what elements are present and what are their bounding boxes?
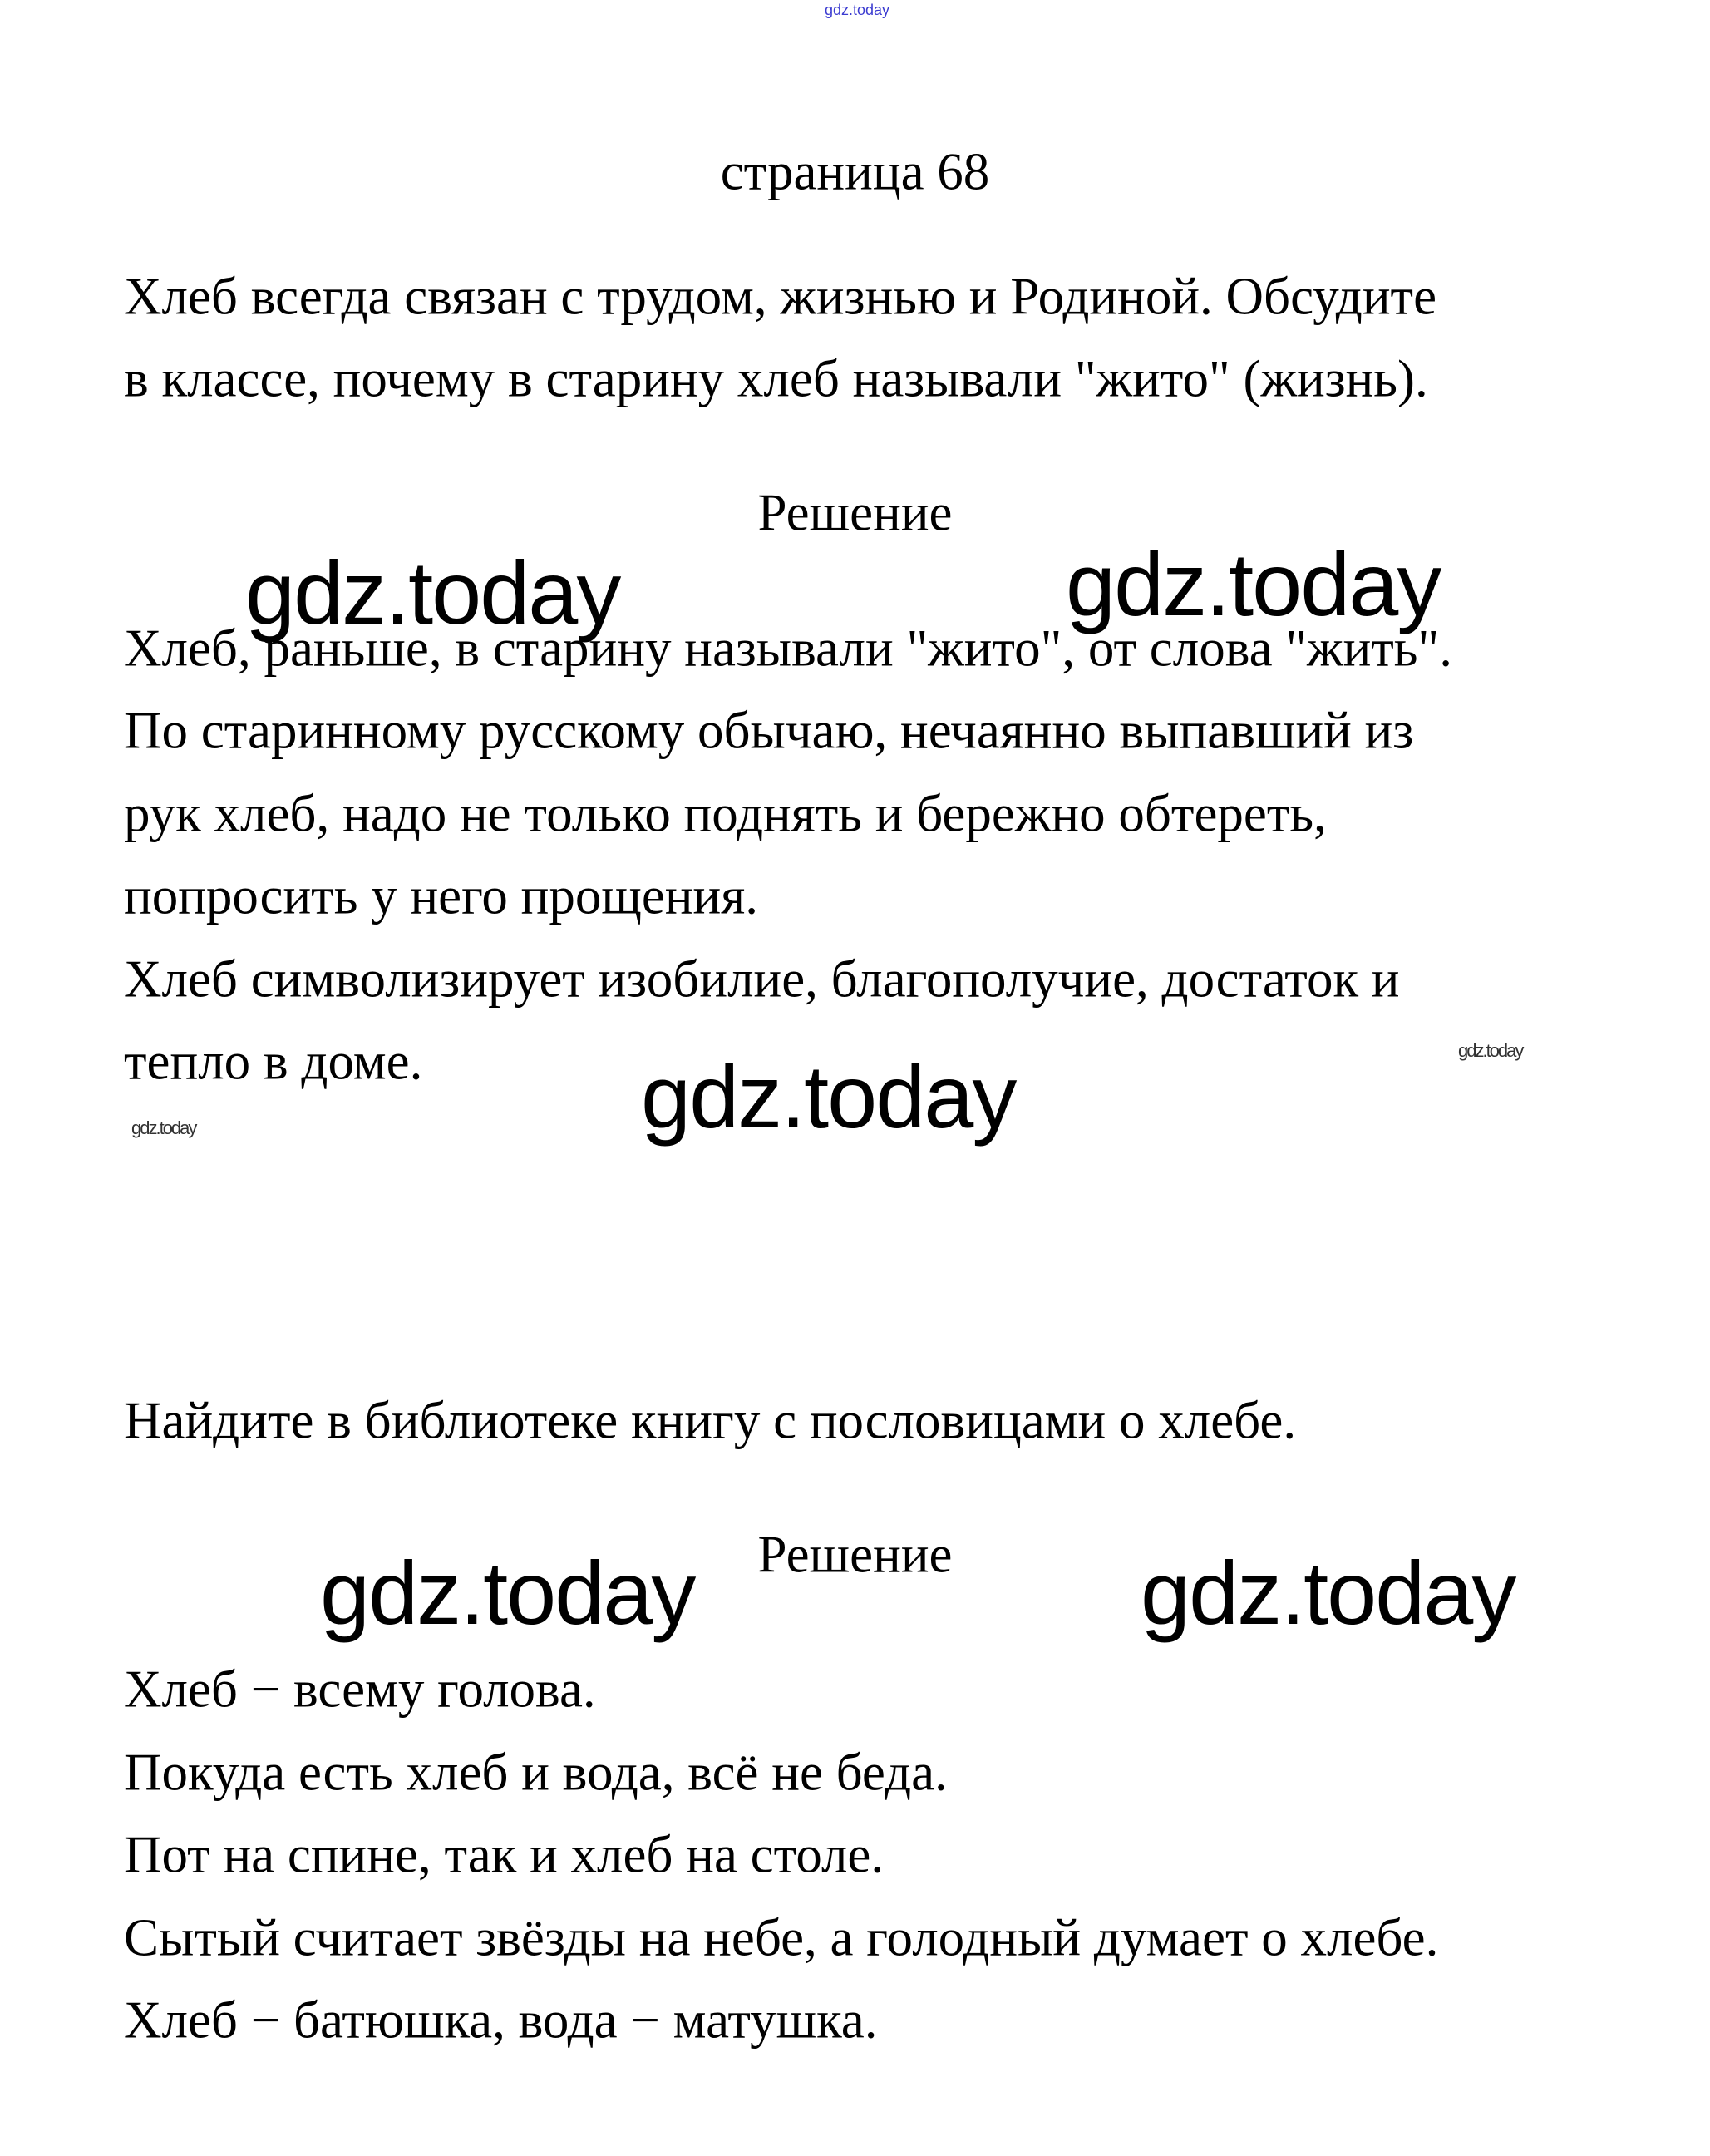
task2-solution-heading: Решение: [757, 1525, 953, 1584]
task2-proverb: Покуда есть хлеб и вода, всё не беда.: [124, 1743, 948, 1802]
watermark: gdz.today: [1141, 1542, 1515, 1643]
header-watermark: gdz.today: [825, 2, 890, 18]
page-title: страница 68: [720, 142, 990, 201]
task1-answer-line: Хлеб, раньше, в старину называли "жито", от слова "жить".: [124, 619, 1453, 678]
watermark-small: gdz.today: [131, 1117, 196, 1138]
watermark: gdz.today: [641, 1046, 1016, 1147]
task2-proverb: Хлеб − батюшка, вода − матушка.: [124, 1991, 878, 2050]
task1-question-line: Хлеб всегда связан с трудом, жизнью и Родиной. Обсудите: [124, 267, 1437, 326]
task1-answer-line: По старинному русскому обычаю, нечаянно выпавший из: [124, 701, 1414, 760]
watermark: gdz.today: [1066, 534, 1441, 634]
task1-question-line: в классе, почему в старину хлеб называли "жито" (жизнь).: [124, 349, 1428, 408]
task2-proverb: Сытый считает звёзды на небе, а голодный думает о хлебе.: [124, 1908, 1439, 1967]
task1-answer-line: Хлеб символизирует изобилие, благополучие, достаток и: [124, 950, 1400, 1009]
task1-answer-line: рук хлеб, надо не только поднять и бережно обтереть,: [124, 784, 1327, 843]
task2-proverb: Пот на спине, так и хлеб на столе.: [124, 1825, 885, 1884]
task1-answer-line: тепло в доме.: [124, 1032, 423, 1091]
watermark: gdz.today: [320, 1542, 695, 1643]
task2-proverb: Хлеб − всему голова.: [124, 1660, 596, 1719]
watermark: gdz.today: [245, 542, 620, 643]
task1-answer-line: попросить у него прощения.: [124, 866, 758, 925]
task2-question: Найдите в библиотеке книгу с пословицами о хлебе.: [124, 1391, 1297, 1450]
task1-solution-heading: Решение: [757, 483, 953, 542]
watermark-small: gdz.today: [1458, 1040, 1523, 1061]
